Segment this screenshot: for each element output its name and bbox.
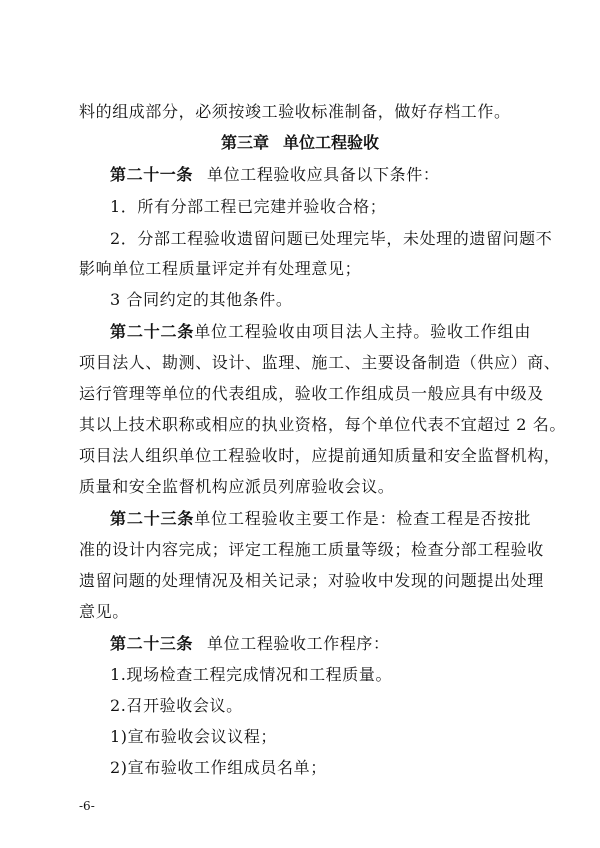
list-item: 2．分部工程验收遗留问题已处理完毕，未处理的遗留问题不	[110, 229, 553, 248]
chapter-heading	[0, 133, 600, 153]
text-line: 料的组成部分，必须按竣工验收标准制备，做好存档工作。	[79, 102, 511, 121]
list-item: 1)宣布验收会议议程；	[110, 727, 278, 746]
article-label: 第二十二条	[110, 322, 195, 341]
chapter-title: 单位工程验收	[283, 133, 380, 152]
list-item: 1.现场检查工程完成情况和工程质量。	[110, 665, 393, 684]
list-item: 2.召开验收会议。	[110, 696, 243, 715]
article-line	[110, 322, 531, 342]
text-line: 其以上技术职称或相应的执业资格，每个单位代表不宜超过 2 名。	[79, 415, 566, 434]
list-item: 2)宣布验收工作组成员名单；	[110, 758, 327, 777]
article-line	[110, 509, 531, 529]
article-text: 单位工程验收主要工作是：检查工程是否按批	[194, 509, 531, 528]
text-line: 准的设计内容完成；评定工程施工质量等级；检查分部工程验收	[79, 540, 544, 559]
article-label: 第二十三条	[110, 634, 194, 653]
text-line: 项目法人组织单位工程验收时，应提前通知质量和安全监督机构，	[79, 446, 561, 465]
list-item: 1．所有分部工程已完建并验收合格；	[110, 197, 387, 216]
text-line: 项目法人、勘测、设计、监理、施工、主要设备制造（供应）商、	[79, 353, 561, 372]
article-label: 第二十一条	[110, 165, 194, 184]
article-text: 单位工程验收由项目法人主持。验收工作组由	[194, 322, 531, 341]
text-line: 质量和安全监督机构应派员列席验收会议。	[79, 477, 395, 496]
text-line: 影响单位工程质量评定并有处理意见；	[79, 259, 362, 278]
article-text: 单位工程验收应具备以下条件：	[207, 165, 440, 184]
text-line: 遗留问题的处理情况及相关记录；对验收中发现的问题提出处理	[79, 571, 544, 590]
list-item: 3 合同约定的其他条件。	[110, 290, 293, 309]
article-text: 单位工程验收工作程序：	[207, 634, 390, 653]
chapter-number: 第三章	[220, 133, 269, 152]
article-line	[110, 634, 531, 654]
text-line: 运行管理等单位的代表组成，验收工作组成员一般应具有中级及	[79, 384, 544, 403]
text-line: 意见。	[79, 602, 129, 621]
article-label: 第二十三条	[110, 509, 195, 528]
page-number: -6-	[79, 799, 95, 813]
article-line	[110, 165, 531, 185]
